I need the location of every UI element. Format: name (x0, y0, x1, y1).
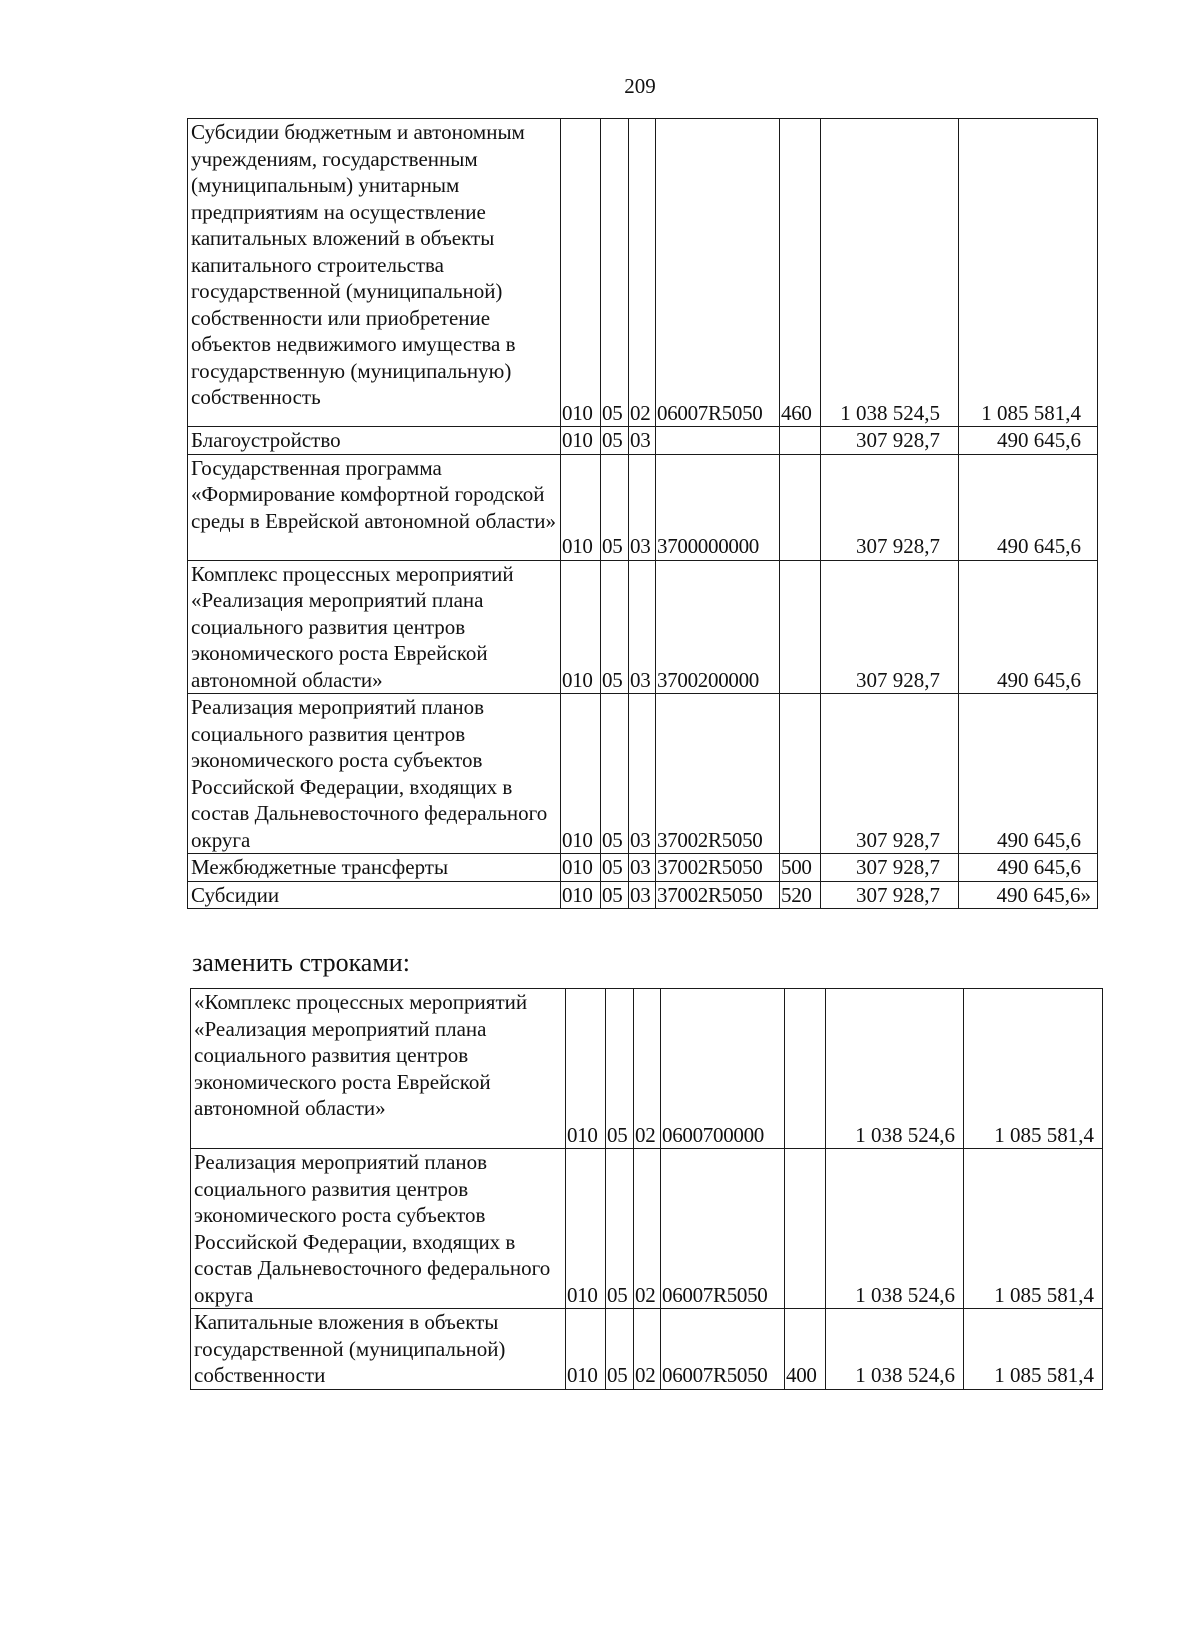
amount-year-1: 307 928,7 (821, 881, 959, 909)
amount-year-1: 307 928,7 (821, 854, 959, 882)
row-name: Реализация мероприятий планов социального развития центров экономического роста субъектов Российской Федерации, входящих в состав Дальневосточного федерального округа (191, 1149, 566, 1309)
target-article-code: 37002R5050 (656, 881, 780, 909)
subsection-code: 03 (629, 454, 656, 560)
amount-year-2: 490 645,6 (959, 854, 1098, 882)
amount-year-1: 1 038 524,6 (826, 1149, 964, 1309)
subsection-code: 02 (634, 1149, 661, 1309)
expense-type-code (785, 1149, 826, 1309)
amount-year-1: 1 038 524,5 (821, 119, 959, 427)
amount-year-2: 1 085 581,4 (964, 989, 1103, 1149)
amount-year-1: 1 038 524,6 (826, 1309, 964, 1390)
row-name: Субсидии (188, 881, 561, 909)
target-article-code: 06007R5050 (661, 1309, 785, 1390)
ministry-code: 010 (561, 881, 601, 909)
amount-year-2: 1 085 581,4 (964, 1149, 1103, 1309)
row-name: Субсидии бюджетным и автономным учреждениям, государственным (муниципальным) унитарным предприятиям на осуществление капитальных вложений в объекты капитального строительства государственной (муниципальной) собственности или приобретение объектов недвижимого имущества в государственную (муниципальную) собственность (188, 119, 561, 427)
target-article-code (656, 427, 780, 455)
table-row (188, 427, 1098, 455)
target-article-code: 37002R5050 (656, 854, 780, 882)
amount-year-1: 1 038 524,6 (826, 989, 964, 1149)
section-code: 05 (606, 1309, 634, 1390)
ministry-code: 010 (561, 694, 601, 854)
subsection-code: 02 (634, 1309, 661, 1390)
subsection-code: 02 (634, 989, 661, 1149)
expense-type-code: 520 (780, 881, 821, 909)
ministry-code: 010 (566, 989, 606, 1149)
expense-type-code (785, 989, 826, 1149)
row-name: Комплекс процессных мероприятий «Реализация мероприятий плана социального развития центров экономического роста Еврейской автономной области» (188, 560, 561, 694)
section-code: 05 (601, 454, 629, 560)
target-article-code: 3700000000 (656, 454, 780, 560)
section-code: 05 (601, 854, 629, 882)
subsection-code: 02 (629, 119, 656, 427)
amount-year-2: 490 645,6 (959, 560, 1098, 694)
target-article-code: 3700200000 (656, 560, 780, 694)
table-row (188, 560, 1098, 694)
subsection-code: 03 (629, 694, 656, 854)
amount-year-2: 490 645,6 (959, 454, 1098, 560)
expense-type-code (780, 427, 821, 455)
table-row (188, 119, 1098, 427)
amount-year-2: 1 085 581,4 (964, 1309, 1103, 1390)
target-article-code: 37002R5050 (656, 694, 780, 854)
subsection-code: 03 (629, 560, 656, 694)
ministry-code: 010 (561, 560, 601, 694)
subsection-code: 03 (629, 427, 656, 455)
amount-year-2: 1 085 581,4 (959, 119, 1098, 427)
table-row (191, 989, 1103, 1149)
subsection-code: 03 (629, 881, 656, 909)
table-row (188, 454, 1098, 560)
amount-year-2: 490 645,6» (959, 881, 1098, 909)
section-code: 05 (606, 989, 634, 1149)
section-code: 05 (601, 881, 629, 909)
budget-table-original (187, 118, 1098, 909)
budget-table-replacement (190, 988, 1103, 1390)
expense-type-code (780, 560, 821, 694)
ministry-code: 010 (561, 854, 601, 882)
row-name: «Комплекс процессных мероприятий «Реализация мероприятий плана социального развития центров экономического роста Еврейской автономной области» (191, 989, 566, 1149)
table-row (188, 694, 1098, 854)
ministry-code: 010 (561, 119, 601, 427)
table-row (191, 1149, 1103, 1309)
target-article-code: 06007R5050 (661, 1149, 785, 1309)
subsection-code: 03 (629, 854, 656, 882)
table-row (191, 1309, 1103, 1390)
expense-type-code (780, 694, 821, 854)
ministry-code: 010 (561, 427, 601, 455)
amount-year-2: 490 645,6 (959, 694, 1098, 854)
amount-year-1: 307 928,7 (821, 694, 959, 854)
row-name: Благоустройство (188, 427, 561, 455)
amount-year-1: 307 928,7 (821, 427, 959, 455)
ministry-code: 010 (561, 454, 601, 560)
row-name: Капитальные вложения в объекты государственной (муниципальной) собственности (191, 1309, 566, 1390)
ministry-code: 010 (566, 1309, 606, 1390)
section-code: 05 (601, 119, 629, 427)
amount-year-2: 490 645,6 (959, 427, 1098, 455)
row-name: Межбюджетные трансферты (188, 854, 561, 882)
target-article-code: 0600700000 (661, 989, 785, 1149)
table-row (188, 881, 1098, 909)
amount-year-1: 307 928,7 (821, 560, 959, 694)
section-code: 05 (601, 694, 629, 854)
ministry-code: 010 (566, 1149, 606, 1309)
amount-year-1: 307 928,7 (821, 454, 959, 560)
expense-type-code: 400 (785, 1309, 826, 1390)
table-row (188, 854, 1098, 882)
replace-heading: заменить строками: (192, 948, 410, 977)
expense-type-code: 500 (780, 854, 821, 882)
row-name: Реализация мероприятий планов социального развития центров экономического роста субъектов Российской Федерации, входящих в состав Дальневосточного федерального округа (188, 694, 561, 854)
section-code: 05 (601, 560, 629, 694)
page-number: 209 (624, 74, 656, 98)
expense-type-code: 460 (780, 119, 821, 427)
expense-type-code (780, 454, 821, 560)
target-article-code: 06007R5050 (656, 119, 780, 427)
section-code: 05 (606, 1149, 634, 1309)
row-name: Государственная программа «Формирование комфортной городской среды в Еврейской автономной области» (188, 454, 561, 560)
section-code: 05 (601, 427, 629, 455)
